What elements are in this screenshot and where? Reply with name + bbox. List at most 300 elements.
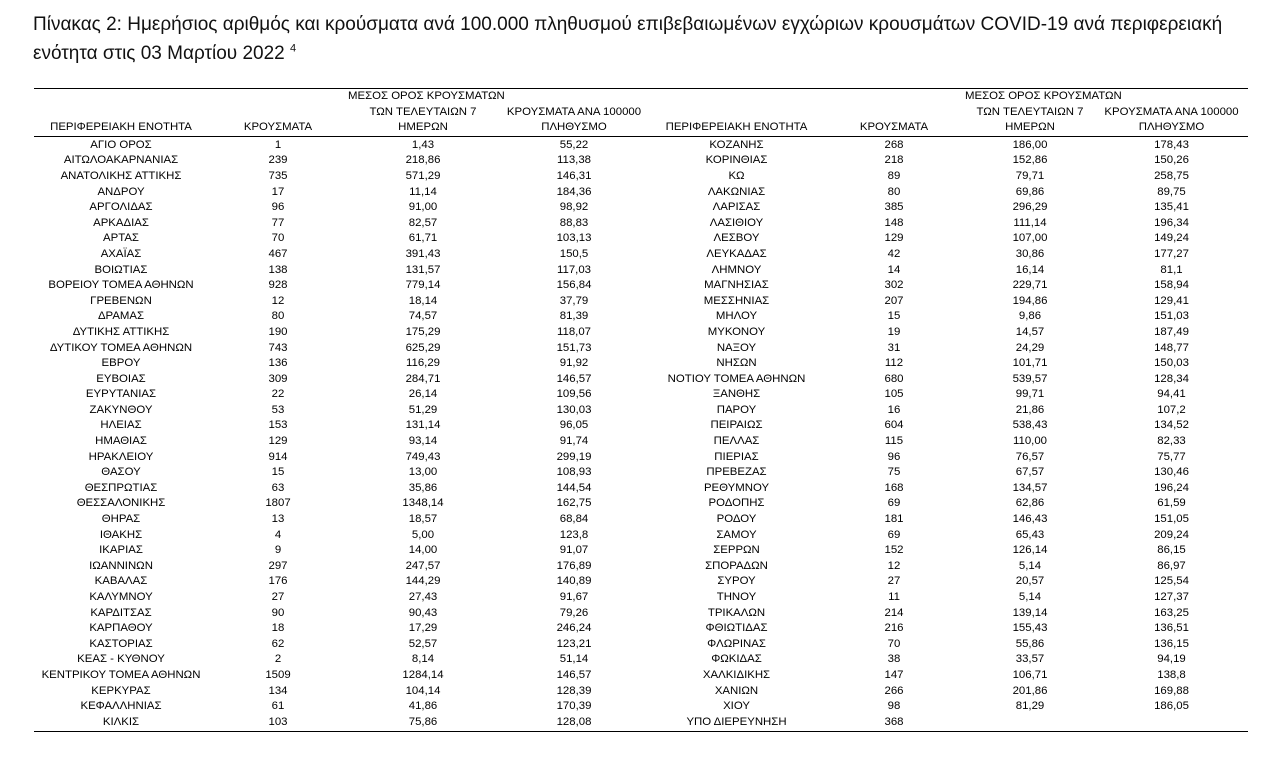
header-avg-line2: ΤΩΝ ΤΕΛΕΥΤΑΙΩΝ 7 [976, 105, 1084, 118]
per-100k-cell: 108,93 [556, 466, 592, 479]
cases-cell: 297 [268, 559, 288, 572]
region-cell: ΚΑΡΔΙΤΣΑΣ [90, 606, 152, 619]
avg-7day-cell: 16,14 [1015, 263, 1045, 276]
table-row [34, 715, 650, 731]
region-cell: ΔΡΑΜΑΣ [97, 310, 145, 323]
per-100k-cell: 113,38 [557, 154, 591, 167]
avg-7day-cell: 539,57 [1012, 372, 1048, 385]
avg-7day-cell: 79,71 [1015, 169, 1045, 182]
cases-cell: 105 [884, 388, 904, 401]
region-cell: ΣΕΡΡΩΝ [713, 544, 760, 557]
title-text: Πίνακας 2: Ημερήσιος αριθμός και κρούσματα ανά 100.000 πληθυσμού επιβεβαιωμένων εγχώριων κρουσμάτων COVID-19 ανά περιφερειακή ενότητα στις 03 Μαρτίου 2022 [33, 14, 1223, 64]
region-cell: ΧΑΛΚΙΔΙΚΗΣ [702, 668, 771, 681]
region-cell: ΠΕΛΛΑΣ [713, 435, 760, 448]
table-row [34, 574, 650, 590]
avg-7day-cell: 24,29 [1015, 341, 1045, 354]
per-100k-cell: 146,31 [556, 169, 592, 182]
cases-cell: 14 [887, 263, 901, 276]
region-cell: ΚΑΛΥΜΝΟΥ [89, 591, 153, 603]
cases-cell: 735 [268, 169, 288, 182]
region-cell: ΗΛΕΙΑΣ [100, 419, 142, 432]
region-cell: ΕΥΡΥΤΑΝΙΑΣ [85, 388, 157, 401]
header-cases: ΚΡΟΥΣΜΑΤΑ [208, 120, 348, 136]
cases-cell: 11 [888, 591, 900, 603]
right-table-body [650, 136, 1248, 730]
header-avg-group: ΜΕΣΟΣ ΟΡΟΣ ΚΡΟΥΣΜΑΤΩΝ [965, 90, 1122, 102]
avg-7day-cell: 5,14 [1018, 559, 1042, 572]
header-region: ΠΕΡΙΦΕΡΕΙΑΚΗ ΕΝΟΤΗΤΑ [34, 120, 208, 136]
cases-cell: 27 [887, 575, 901, 588]
avg-7day-cell: 284,71 [405, 372, 441, 385]
table-row [34, 684, 650, 700]
cases-cell: 190 [268, 325, 288, 338]
region-cell: ΚΑΒΑΛΑΣ [94, 575, 148, 588]
right-table-header [650, 89, 1248, 136]
avg-7day-cell: 51,29 [408, 403, 438, 416]
per-100k-cell: 89,75 [1157, 185, 1186, 198]
avg-7day-cell: 247,57 [405, 559, 441, 572]
table-row [34, 263, 650, 279]
per-100k-cell: 91,74 [559, 435, 589, 448]
table-row [650, 216, 1248, 232]
header-avg-line2: ΤΩΝ ΤΕΛΕΥΤΑΙΩΝ 7 [369, 105, 477, 118]
region-cell: ΣΑΜΟΥ [716, 528, 757, 541]
avg-7day-cell: 69,86 [1015, 185, 1045, 198]
region-cell: ΕΥΒΟΙΑΣ [96, 372, 146, 385]
region-cell: ΧΑΝΙΩΝ [714, 684, 759, 697]
per-100k-cell: 151,73 [556, 341, 592, 354]
avg-7day-cell: 296,29 [1012, 201, 1048, 214]
per-100k-cell: 91,92 [559, 357, 589, 370]
table-row [650, 559, 1248, 575]
region-cell: ΜΕΣΣΗΝΙΑΣ [703, 294, 770, 307]
avg-7day-cell: 5,14 [1018, 591, 1042, 603]
table-row [650, 590, 1248, 606]
region-cell: ΑΝΔΡΟΥ [97, 185, 145, 198]
table-row [34, 278, 650, 294]
per-100k-cell: 146,57 [556, 668, 592, 681]
avg-7day-cell: 1,43 [411, 138, 435, 151]
per-100k-cell: 144,54 [556, 481, 592, 494]
per-100k-cell: 146,57 [556, 372, 592, 385]
table-row [34, 153, 650, 169]
cases-cell: 22 [271, 388, 285, 401]
table-row [650, 528, 1248, 544]
left-table-body [34, 136, 650, 730]
per-100k-cell: 88,83 [559, 216, 589, 229]
per-100k-cell: 118,07 [557, 325, 591, 338]
avg-7day-cell: 13,00 [408, 466, 438, 479]
region-cell: ΛΑΣΙΘΙΟΥ [709, 216, 764, 229]
avg-7day-cell: 8,14 [411, 653, 435, 666]
per-100k-cell: 258,75 [1154, 169, 1189, 182]
per-100k-cell: 86,97 [1157, 559, 1186, 572]
avg-7day-cell: 67,57 [1015, 466, 1045, 479]
region-cell: ΚΟΖΑΝΗΣ [709, 138, 764, 151]
table-row [650, 403, 1248, 419]
region-cell: ΘΕΣΣΑΛΟΝΙΚΗΣ [76, 497, 166, 510]
cases-cell: 168 [884, 481, 904, 494]
per-100k-cell: 128,39 [556, 684, 592, 697]
table-row [650, 543, 1248, 559]
cases-cell: 138 [268, 263, 288, 276]
table-row [650, 481, 1248, 497]
table-row [34, 512, 650, 528]
avg-7day-cell: 90,43 [408, 606, 438, 619]
avg-7day-cell: 27,43 [408, 591, 438, 603]
per-100k-cell: 125,54 [1154, 575, 1189, 588]
header-per100k-line1: ΚΡΟΥΣΜΑΤΑ ΑΝΑ 100000 [506, 105, 642, 118]
region-cell: ΝΑΞΟΥ [716, 341, 757, 354]
avg-7day-cell: 116,29 [406, 357, 440, 370]
cases-cell: 98 [887, 700, 901, 713]
region-cell: ΓΡΕΒΕΝΩΝ [90, 294, 152, 307]
region-cell: ΒΟΡΕΙΟΥ ΤΟΜΕΑ ΑΘΗΝΩΝ [48, 279, 194, 292]
region-cell: ΠΕΙΡΑΙΩΣ [710, 419, 763, 432]
title-footnote-marker: 4 [290, 42, 297, 55]
table-row [650, 387, 1248, 403]
region-cell: ΔΥΤΙΚΟΥ ΤΟΜΕΑ ΑΘΗΝΩΝ [49, 341, 193, 354]
table-row [650, 356, 1248, 372]
region-cell: ΑΝΑΤΟΛΙΚΗΣ ΑΤΤΙΚΗΣ [60, 169, 182, 182]
region-cell: ΛΑΡΙΣΑΣ [712, 201, 761, 214]
region-cell: ΑΡΓΟΛΙΔΑΣ [89, 201, 153, 214]
per-100k-cell: 123,8 [559, 528, 589, 541]
region-cell: ΞΑΝΘΗΣ [712, 388, 761, 401]
cases-cell: 19 [887, 325, 901, 338]
cases-cell: 743 [268, 341, 288, 354]
covid-cases-table-container [34, 88, 1248, 732]
table-row [34, 185, 650, 201]
avg-7day-cell: 107,00 [1012, 232, 1048, 245]
avg-7day-cell: 201,86 [1012, 684, 1048, 697]
table-row [34, 200, 650, 216]
avg-7day-cell: 9,86 [1018, 310, 1042, 323]
avg-7day-cell: 76,57 [1015, 450, 1045, 463]
table-row [34, 543, 650, 559]
per-100k-cell: 187,49 [1154, 325, 1189, 338]
table-row [650, 136, 1248, 153]
avg-7day-cell: 146,43 [1012, 513, 1048, 526]
avg-7day-cell: 749,43 [405, 450, 441, 463]
cases-cell: 13 [271, 513, 285, 526]
avg-7day-cell: 155,43 [1012, 622, 1048, 635]
table-row [34, 450, 650, 466]
cases-cell: 31 [887, 341, 901, 354]
per-100k-cell: 96,05 [559, 419, 589, 432]
cases-cell: 53 [271, 403, 285, 416]
avg-7day-cell: 1284,14 [402, 668, 444, 681]
per-100k-cell: 134,52 [1154, 419, 1189, 432]
region-cell: ΜΥΚΟΝΟΥ [707, 325, 766, 338]
avg-7day-cell: 126,14 [1012, 544, 1048, 557]
table-row [650, 715, 1248, 731]
cases-cell: 147 [884, 668, 904, 681]
avg-7day-cell: 30,86 [1015, 247, 1045, 260]
table-row [34, 216, 650, 232]
per-100k-cell: 68,84 [559, 513, 589, 526]
per-100k-cell: 177,27 [1154, 247, 1189, 260]
table-row [34, 325, 650, 341]
per-100k-cell: 130,03 [556, 403, 592, 416]
per-100k-cell: 150,03 [1154, 357, 1189, 370]
cases-cell: 239 [268, 154, 288, 167]
table-row [650, 278, 1248, 294]
cases-cell: 63 [271, 481, 285, 494]
cases-cell: 96 [887, 450, 901, 463]
avg-7day-cell: 52,57 [408, 637, 438, 650]
table-row [650, 247, 1248, 263]
region-cell: ΚΑΡΠΑΘΟΥ [89, 622, 153, 635]
table-row [34, 668, 650, 684]
table-row [650, 231, 1248, 247]
table-row [34, 294, 650, 310]
region-cell: ΗΡΑΚΛΕΙΟΥ [88, 450, 154, 463]
region-cell: ΑΡΚΑΔΙΑΣ [93, 216, 149, 229]
cases-cell: 38 [887, 653, 901, 666]
per-100k-cell: 79,26 [559, 606, 589, 619]
per-100k-cell: 75,77 [1157, 450, 1186, 463]
region-cell: ΤΡΙΚΑΛΩΝ [707, 606, 766, 619]
header-per100k-line2: ΠΛΗΘΥΣΜΟ [1095, 120, 1248, 136]
avg-7day-cell: 21,86 [1015, 403, 1045, 416]
avg-7day-cell: 93,14 [408, 435, 438, 448]
region-cell: ΧΙΟΥ [723, 700, 750, 713]
cases-cell: 70 [887, 637, 901, 650]
avg-7day-cell: 538,43 [1012, 419, 1048, 432]
avg-7day-cell: 391,43 [405, 247, 441, 260]
region-cell: ΚΑΣΤΟΡΙΑΣ [89, 637, 153, 650]
header-per100k-line1: ΚΡΟΥΣΜΑΤΑ ΑΝΑ 100000 [1104, 105, 1239, 118]
table-row [650, 465, 1248, 481]
avg-7day-cell: 55,86 [1015, 637, 1045, 650]
table-row [650, 185, 1248, 201]
avg-7day-cell: 62,86 [1015, 497, 1045, 510]
avg-7day-cell: 81,29 [1015, 700, 1045, 713]
cases-cell: 680 [884, 372, 904, 385]
table-row [34, 341, 650, 357]
cases-cell: 9 [274, 544, 282, 557]
per-100k-cell: 169,88 [1154, 684, 1189, 697]
region-cell: ΙΚΑΡΙΑΣ [99, 544, 143, 557]
region-cell: ΠΡΕΒΕΖΑΣ [706, 466, 767, 479]
per-100k-cell: 103,13 [556, 232, 592, 245]
avg-7day-cell: 18,57 [408, 513, 438, 526]
region-cell: ΑΧΑΪΑΣ [100, 247, 142, 260]
cases-cell: 70 [271, 232, 285, 245]
cases-cell: 16 [887, 403, 901, 416]
header-avg-group: ΜΕΣΟΣ ΟΡΟΣ ΚΡΟΥΣΜΑΤΩΝ [348, 90, 505, 102]
avg-7day-cell: 5,00 [411, 528, 435, 541]
per-100k-cell: 299,19 [556, 450, 592, 463]
table-row [650, 153, 1248, 169]
avg-7day-cell: 131,57 [405, 263, 441, 276]
table-row [650, 294, 1248, 310]
per-100k-cell: 196,24 [1154, 481, 1189, 494]
cases-cell: 75 [887, 466, 901, 479]
cases-cell: 103 [268, 715, 288, 728]
avg-7day-cell: 74,57 [408, 310, 438, 323]
table-row [34, 356, 650, 372]
table-row [34, 434, 650, 450]
cases-cell: 15 [887, 310, 901, 323]
cases-cell: 96 [271, 201, 285, 214]
table-row [34, 247, 650, 263]
per-100k-cell: 156,84 [556, 279, 592, 292]
avg-7day-cell: 779,14 [405, 279, 441, 292]
avg-7day-cell: 65,43 [1015, 528, 1045, 541]
cases-cell: 12 [887, 559, 901, 572]
table-row [34, 387, 650, 403]
per-100k-cell: 135,41 [1154, 201, 1189, 214]
per-100k-cell: 51,14 [559, 653, 589, 666]
table-row [34, 231, 650, 247]
table-row [650, 263, 1248, 279]
avg-7day-cell: 110,00 [1013, 435, 1047, 448]
cases-cell: 266 [884, 684, 904, 697]
cases-cell: 17 [271, 185, 285, 198]
cases-cell: 62 [271, 637, 285, 650]
avg-7day-cell: 104,14 [405, 684, 441, 697]
table-row [650, 450, 1248, 466]
per-100k-cell: 158,94 [1154, 279, 1189, 292]
table-row [650, 434, 1248, 450]
header-region: ΠΕΡΙΦΕΡΕΙΑΚΗ ΕΝΟΤΗΤΑ [650, 120, 823, 136]
avg-7day-cell: 571,29 [405, 169, 441, 182]
avg-7day-cell: 91,00 [408, 201, 438, 214]
table-row [650, 699, 1248, 715]
table-row [650, 496, 1248, 512]
region-cell: ΚΕΝΤΡΙΚΟΥ ΤΟΜΕΑ ΑΘΗΝΩΝ [41, 668, 201, 681]
table-row [650, 684, 1248, 700]
header-avg-line3: ΗΜΕΡΩΝ [965, 120, 1095, 136]
region-cell: ΖΑΚΥΝΘΟΥ [89, 403, 153, 416]
avg-7day-cell: 35,86 [408, 481, 438, 494]
cases-cell: 152 [884, 544, 904, 557]
cases-cell: 129 [268, 435, 288, 448]
cases-cell: 914 [268, 450, 288, 463]
per-100k-cell: 176,89 [556, 559, 592, 572]
cases-cell: 467 [268, 247, 288, 260]
region-cell: ΦΩΚΙΔΑΣ [711, 653, 762, 666]
region-cell: ΣΥΡΟΥ [717, 575, 756, 588]
right-table [650, 89, 1248, 730]
cases-cell: 148 [884, 216, 904, 229]
per-100k-cell: 130,46 [1154, 466, 1189, 479]
per-100k-cell: 170,39 [556, 700, 592, 713]
per-100k-cell: 82,33 [1157, 435, 1186, 448]
region-cell: ΝΗΣΩΝ [716, 357, 757, 370]
table-row [34, 652, 650, 668]
table-row [34, 309, 650, 325]
region-cell: ΡΕΘΥΜΝΟΥ [703, 481, 770, 494]
cases-cell: 368 [884, 715, 904, 728]
cases-cell: 928 [268, 279, 288, 292]
cases-cell: 61 [271, 700, 285, 713]
table-row [650, 309, 1248, 325]
header-avg-line3: ΗΜΕΡΩΝ [348, 120, 498, 136]
cases-cell: 2 [274, 653, 282, 666]
cases-cell: 129 [884, 232, 904, 245]
avg-7day-cell: 61,71 [408, 232, 438, 245]
per-100k-cell: 149,24 [1154, 232, 1189, 245]
cases-cell: 89 [887, 169, 901, 182]
region-cell: ΥΠΟ ΔΙΕΡΕΥΝΗΣΗ [686, 715, 787, 728]
cases-cell: 90 [271, 606, 285, 619]
cases-cell: 69 [887, 497, 901, 510]
cases-cell: 112 [884, 357, 904, 370]
table-row [650, 341, 1248, 357]
per-100k-cell: 37,79 [559, 294, 589, 307]
cases-cell: 216 [884, 622, 904, 635]
per-100k-cell: 136,51 [1154, 622, 1189, 635]
table-row [650, 372, 1248, 388]
table-row [650, 169, 1248, 185]
cases-cell: 176 [268, 575, 288, 588]
table-row [34, 169, 650, 185]
per-100k-cell: 178,43 [1154, 138, 1189, 151]
region-cell: ΛΑΚΩΝΙΑΣ [707, 185, 766, 198]
per-100k-cell: 127,37 [1154, 591, 1189, 603]
cases-cell: 77 [271, 216, 285, 229]
per-100k-cell: 61,59 [1157, 497, 1186, 510]
region-cell: ΚΕΑΣ - ΚΥΘΝΟΥ [77, 653, 165, 666]
cases-cell: 15 [271, 466, 285, 479]
cases-cell: 136 [268, 357, 288, 370]
avg-7day-cell: 18,14 [408, 294, 438, 307]
region-cell: ΚΕΡΚΥΡΑΣ [91, 684, 151, 697]
region-cell: ΙΩΑΝΝΙΝΩΝ [89, 559, 153, 572]
cases-cell: 218 [884, 154, 904, 167]
avg-7day-cell: 41,86 [408, 700, 438, 713]
region-cell: ΑΓΙΟ ΟΡΟΣ [90, 138, 152, 151]
region-cell: ΙΘΑΚΗΣ [99, 528, 143, 541]
avg-7day-cell: 111,14 [1013, 216, 1047, 229]
per-100k-cell: 91,07 [559, 544, 589, 557]
region-cell: ΒΟΙΩΤΙΑΣ [94, 263, 148, 276]
region-cell: ΜΗΛΟΥ [715, 310, 758, 323]
avg-7day-cell: 75,86 [408, 715, 438, 728]
table-row [650, 325, 1248, 341]
avg-7day-cell: 82,57 [408, 216, 438, 229]
table-row [650, 668, 1248, 684]
per-100k-cell: 246,24 [556, 622, 592, 635]
cases-cell: 385 [884, 201, 904, 214]
region-cell: ΛΕΥΚΑΔΑΣ [706, 247, 767, 260]
avg-7day-cell: 186,00 [1012, 138, 1048, 151]
per-100k-cell: 196,34 [1154, 216, 1189, 229]
avg-7day-cell: 152,86 [1012, 154, 1048, 167]
avg-7day-cell: 99,71 [1015, 388, 1045, 401]
cases-cell: 69 [887, 528, 901, 541]
avg-7day-cell: 175,29 [405, 325, 441, 338]
per-100k-cell: 128,34 [1154, 372, 1189, 385]
avg-7day-cell: 20,57 [1015, 575, 1045, 588]
per-100k-cell: 117,03 [557, 263, 591, 276]
region-cell: ΝΟΤΙΟΥ ΤΟΜΕΑ ΑΘΗΝΩΝ [667, 372, 806, 385]
region-cell: ΠΙΕΡΙΑΣ [714, 450, 759, 463]
per-100k-cell: 163,25 [1154, 606, 1189, 619]
table-row [650, 418, 1248, 434]
avg-7day-cell: 14,00 [408, 544, 438, 557]
per-100k-cell: 151,03 [1154, 310, 1189, 323]
avg-7day-cell: 14,57 [1015, 325, 1045, 338]
table-row [34, 403, 650, 419]
per-100k-cell: 94,19 [1157, 653, 1186, 666]
region-cell: ΦΛΩΡΙΝΑΣ [707, 637, 766, 650]
region-cell: ΛΗΜΝΟΥ [711, 263, 762, 276]
cases-cell: 80 [271, 310, 285, 323]
